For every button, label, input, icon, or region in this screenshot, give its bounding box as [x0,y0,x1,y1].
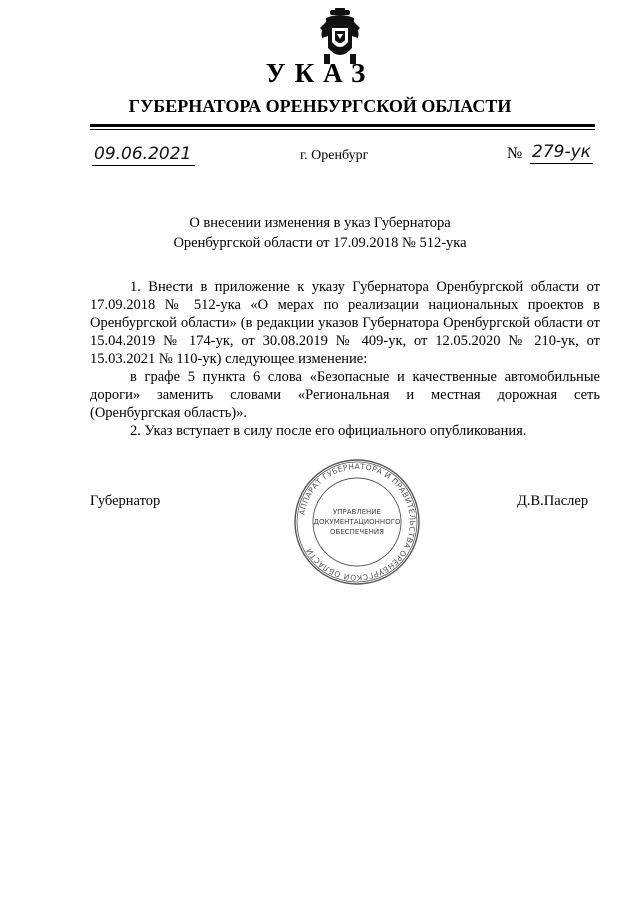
signer-title: Губернатор [90,493,161,509]
document-title: УКАЗ [265,58,375,88]
document-city: г. Оренбург [300,148,369,163]
document-date: 09.06.2021 [92,144,195,166]
heading-line-1: О внесении изменения в указ Губернатора [189,215,451,231]
header-rule-thin [90,129,595,130]
header-rule-thick [90,124,595,127]
seal-line-3: ОБЕСПЕЧЕНИЯ [330,528,384,536]
heading-line-2: Оренбургской области от 17.09.2018 № 512-ука [173,235,467,251]
paragraph-1: 1. Внести в приложение к указу Губернатора Оренбургской области от 17.09.2018 № 512-ука «О мерах по реализации национальных проектов в Оренбургской области» (в редакции указов Губернатора Оренбургской области от 15.04.2019 № 174-ук, от 30.08.2019 № 409-ук, от 12.05.2020 № 210-ук, от 15.03.2021 № 110-ук) следующее изменение: [90,279,600,367]
paragraph-2: в графе 5 пункта 6 слова «Безопасные и качественные автомобильные дороги» заменить словами «Региональная и местная дорожная сеть (Оренбургская область)». [90,369,600,421]
paragraph-3: 2. Указ вступает в силу после его официального опубликования. [130,423,527,439]
document-body [90,278,600,440]
seal-outer-text: АППАРАТ ГУБЕРНАТОРА И ПРАВИТЕЛЬСТВА ОРЕНБУРГСКОЙ ОБЛАСТИ [297,461,418,583]
seal-line-2: ДОКУМЕНТАЦИОННОГО [313,518,401,526]
document-subtitle: ГУБЕРНАТОРА ОРЕНБУРГСКОЙ ОБЛАСТИ [128,96,512,116]
document-number: 279-ук [532,142,591,162]
number-label: № [507,145,523,162]
signer-name: Д.В.Паслер [517,493,589,509]
document-heading [120,213,520,253]
seal-line-1: УПРАВЛЕНИЕ [333,508,381,516]
official-seal-icon [293,458,421,586]
